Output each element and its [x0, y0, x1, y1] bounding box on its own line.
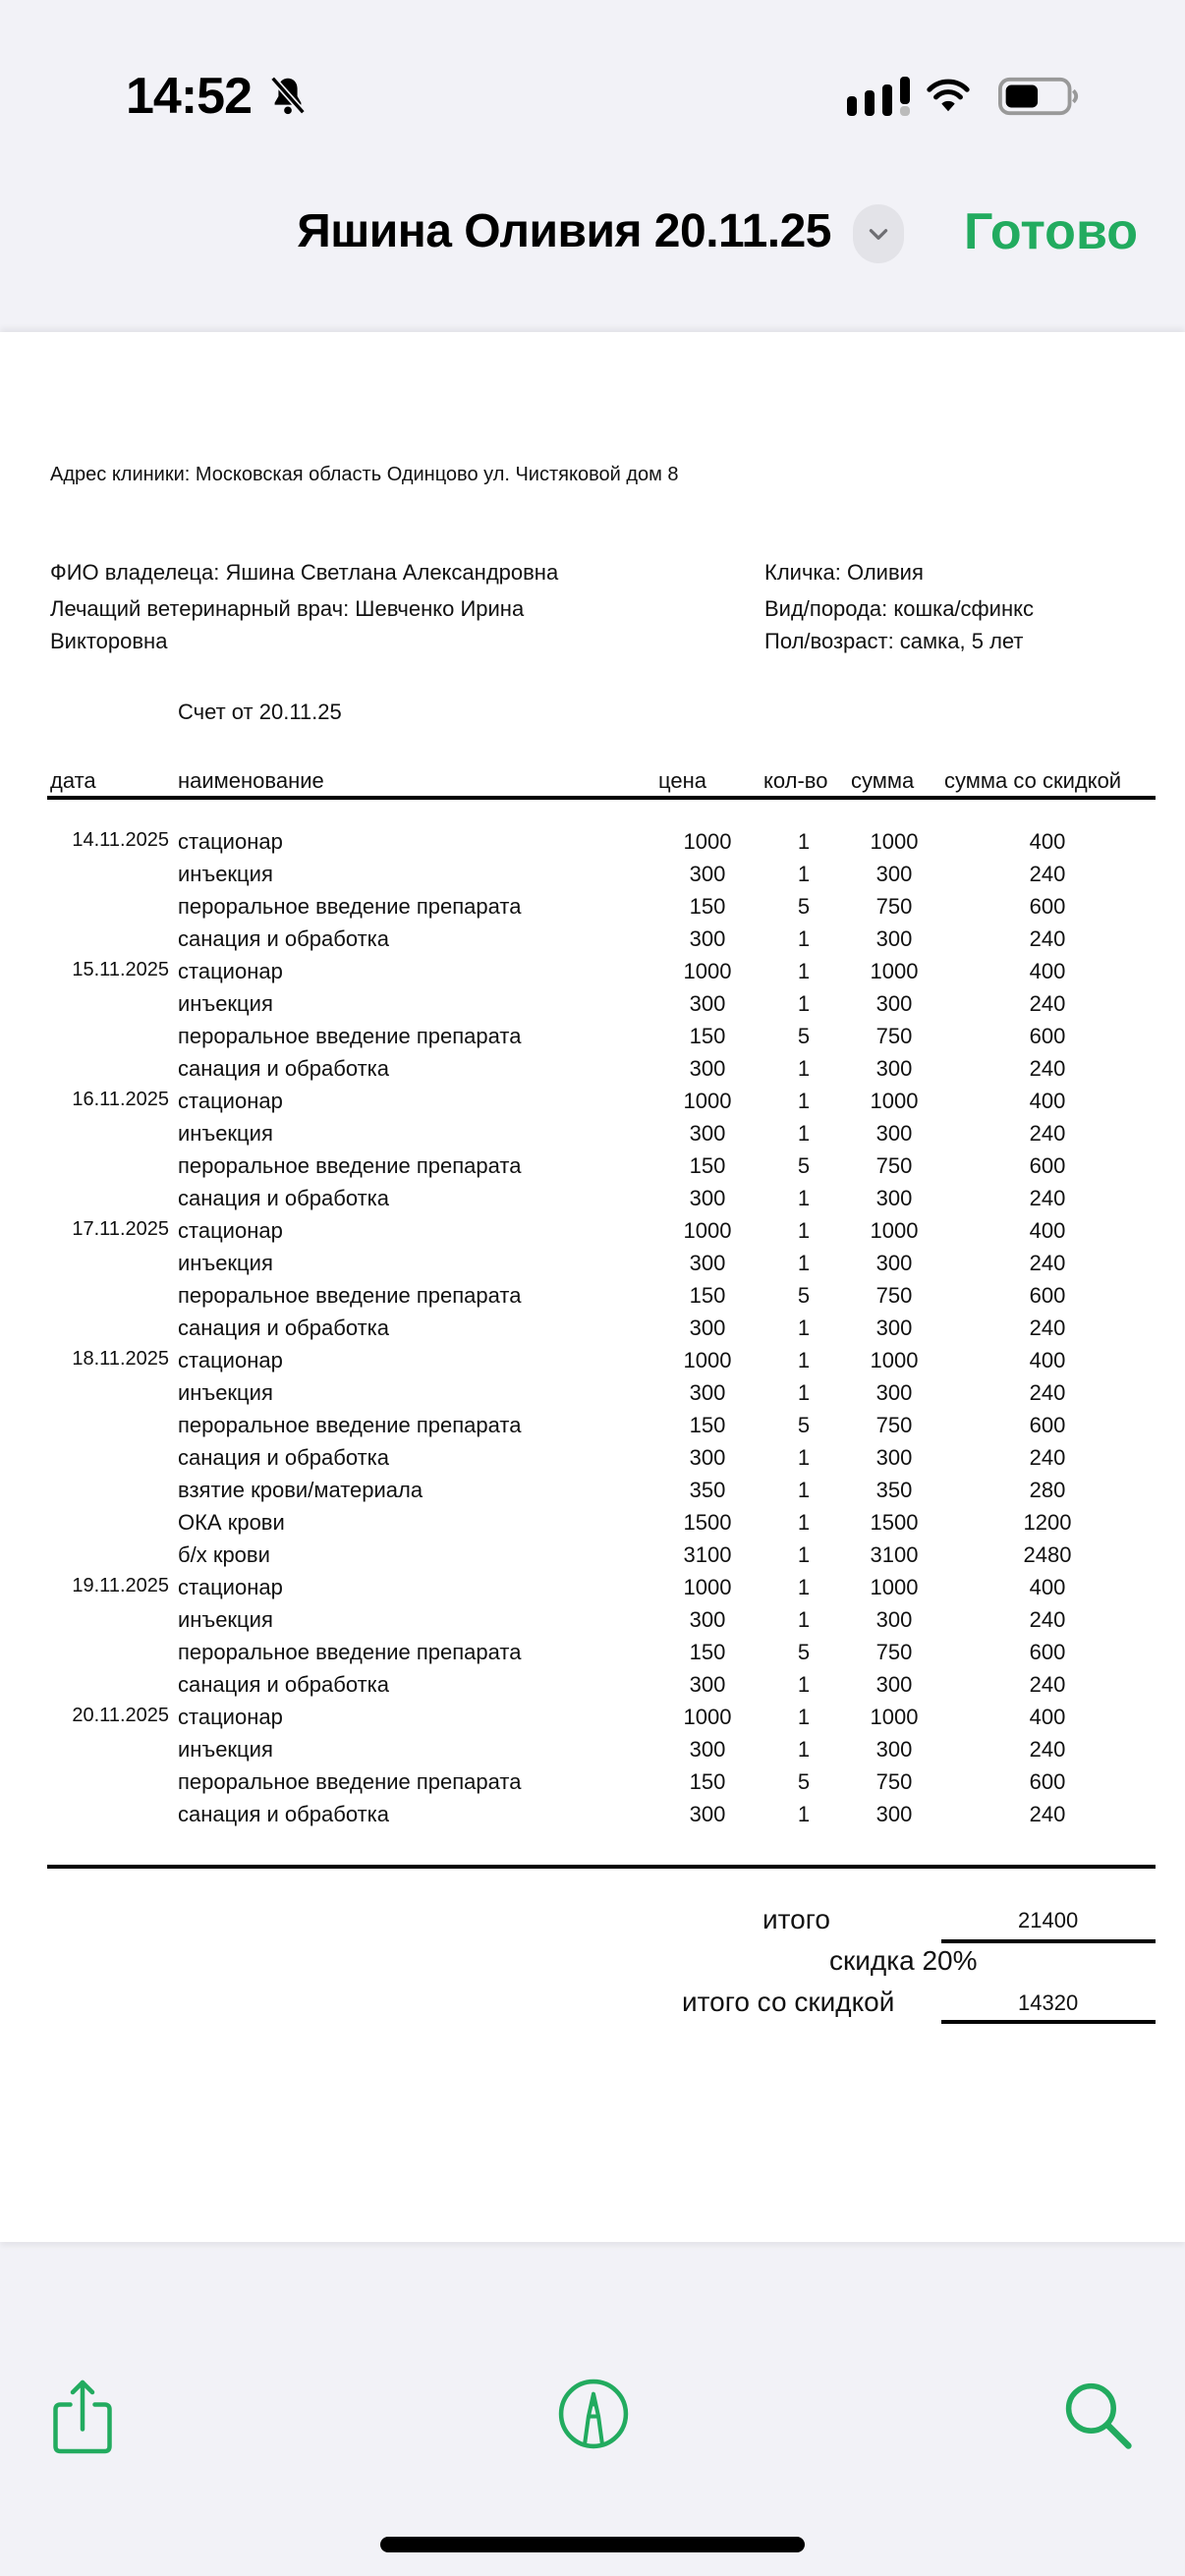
row-date: 15.11.2025 [72, 959, 169, 980]
row-qty: 1 [797, 1251, 811, 1275]
row-qty: 1 [797, 1186, 811, 1210]
row-discount-sum: 280 [1029, 1478, 1066, 1502]
status-time: 14:52 [126, 68, 252, 125]
row-sum: 1000 [870, 1218, 919, 1243]
row-price: 300 [689, 1737, 726, 1762]
row-price: 1000 [683, 1348, 732, 1372]
row-qty: 1 [797, 1542, 811, 1567]
row-qty: 1 [797, 926, 811, 951]
column-header-price: цена [658, 768, 706, 793]
row-discount-sum: 240 [1029, 1056, 1066, 1081]
row-discount-sum: 2480 [1023, 1542, 1072, 1567]
row-service-name: инъекция [178, 1121, 273, 1146]
row-sum: 300 [875, 991, 913, 1016]
row-price: 300 [689, 1121, 726, 1146]
table-row [0, 1672, 1185, 1705]
row-date: 16.11.2025 [72, 1089, 169, 1110]
row-discount-sum: 240 [1029, 862, 1066, 886]
row-service-name: пероральное введение препарата [178, 894, 522, 919]
row-price: 150 [689, 1024, 726, 1048]
pet-sex-age: Пол/возраст: самка, 5 лет [764, 629, 1024, 653]
row-discount-sum: 600 [1029, 1413, 1066, 1437]
row-qty: 1 [797, 1607, 811, 1632]
row-price: 150 [689, 1153, 726, 1178]
row-qty: 1 [797, 1089, 811, 1113]
row-qty: 1 [797, 1121, 811, 1146]
row-service-name: пероральное введение препарата [178, 1153, 522, 1178]
cellular-signal-icon [847, 77, 910, 116]
row-service-name: б/х крови [178, 1542, 270, 1567]
row-qty: 1 [797, 1348, 811, 1372]
row-price: 300 [689, 1056, 726, 1081]
row-price: 300 [689, 1802, 726, 1826]
row-price: 1000 [683, 1575, 732, 1599]
row-price: 300 [689, 862, 726, 886]
table-row [0, 1348, 1185, 1380]
clinic-address: Адрес клиники: Московская область Одинцово ул. Чистяковой дом 8 [50, 464, 679, 485]
table-row [0, 1413, 1185, 1445]
table-row [0, 1024, 1185, 1056]
row-discount-sum: 400 [1029, 1705, 1066, 1729]
row-sum: 1000 [870, 829, 919, 854]
total-with-discount-value: 14320 [1018, 1990, 1079, 2015]
row-discount-sum: 240 [1029, 1251, 1066, 1275]
bottom-toolbar [0, 2338, 1185, 2495]
row-sum: 750 [875, 1153, 913, 1178]
table-row [0, 1705, 1185, 1737]
bell-slash-icon [265, 73, 310, 118]
row-sum: 300 [875, 1737, 913, 1762]
row-discount-sum: 240 [1029, 926, 1066, 951]
chevron-down-icon [866, 221, 891, 247]
row-service-name: взятие крови/материала [178, 1478, 423, 1502]
row-price: 300 [689, 1251, 726, 1275]
table-row [0, 1056, 1185, 1089]
pet-breed: Вид/порода: кошка/сфинкс [764, 596, 1034, 621]
row-service-name: стационар [178, 1218, 283, 1243]
row-service-name: санация и обработка [178, 1802, 390, 1826]
table-row [0, 829, 1185, 862]
row-service-name: пероральное введение препарата [178, 1024, 522, 1048]
row-date: 18.11.2025 [72, 1348, 169, 1370]
row-sum: 300 [875, 1316, 913, 1340]
row-discount-sum: 400 [1029, 959, 1066, 983]
row-price: 1000 [683, 1705, 732, 1729]
row-discount-sum: 240 [1029, 1121, 1066, 1146]
row-price: 150 [689, 1640, 726, 1664]
row-service-name: санация и обработка [178, 1316, 390, 1340]
row-sum: 750 [875, 1769, 913, 1794]
row-qty: 1 [797, 1672, 811, 1697]
row-price: 150 [689, 1769, 726, 1794]
row-qty: 1 [797, 1510, 811, 1535]
column-header-qty: кол-во [763, 768, 828, 793]
search-icon [1061, 2379, 1136, 2453]
row-sum: 1500 [870, 1510, 919, 1535]
table-row [0, 1121, 1185, 1153]
row-price: 350 [689, 1478, 726, 1502]
table-row [0, 1186, 1185, 1218]
table-row [0, 1251, 1185, 1283]
row-sum: 750 [875, 1024, 913, 1048]
row-sum: 300 [875, 1251, 913, 1275]
row-service-name: санация и обработка [178, 1056, 390, 1081]
row-sum: 300 [875, 1056, 913, 1081]
row-qty: 1 [797, 1445, 811, 1470]
row-discount-sum: 600 [1029, 1769, 1066, 1794]
row-price: 1000 [683, 1089, 732, 1113]
row-date: 17.11.2025 [72, 1218, 169, 1240]
row-qty: 5 [797, 1153, 811, 1178]
row-sum: 300 [875, 1445, 913, 1470]
row-discount-sum: 240 [1029, 1316, 1066, 1340]
row-price: 300 [689, 926, 726, 951]
pet-name: Кличка: Оливия [764, 560, 924, 585]
table-row [0, 1316, 1185, 1348]
row-date: 14.11.2025 [72, 829, 169, 851]
row-sum: 300 [875, 1672, 913, 1697]
row-qty: 1 [797, 1316, 811, 1340]
row-discount-sum: 600 [1029, 1153, 1066, 1178]
row-service-name: пероральное введение препарата [178, 1413, 522, 1437]
row-service-name: инъекция [178, 862, 273, 886]
row-service-name: стационар [178, 959, 283, 983]
row-service-name: пероральное введение препарата [178, 1640, 522, 1664]
row-service-name: инъекция [178, 1737, 273, 1762]
table-row [0, 1737, 1185, 1769]
share-icon [48, 2378, 117, 2456]
table-row [0, 959, 1185, 991]
table-row [0, 1607, 1185, 1640]
owner-name: ФИО владелеца: Яшина Светлана Александровна [50, 560, 559, 585]
row-service-name: пероральное введение препарата [178, 1283, 522, 1308]
row-discount-sum: 240 [1029, 1186, 1066, 1210]
row-service-name: ОКА крови [178, 1510, 285, 1535]
row-sum: 750 [875, 1413, 913, 1437]
row-sum: 300 [875, 862, 913, 886]
document-page[interactable] [0, 332, 1185, 2242]
invoice-title: Счет от 20.11.25 [178, 700, 342, 724]
row-discount-sum: 400 [1029, 1218, 1066, 1243]
done-button[interactable]: Готово [964, 203, 1138, 260]
row-qty: 1 [797, 1478, 811, 1502]
row-sum: 350 [875, 1478, 913, 1502]
home-indicator[interactable] [380, 2537, 805, 2552]
row-price: 300 [689, 1380, 726, 1405]
row-discount-sum: 400 [1029, 1575, 1066, 1599]
row-sum: 300 [875, 1380, 913, 1405]
total-with-discount-underline [941, 2020, 1156, 2024]
row-service-name: санация и обработка [178, 1672, 390, 1697]
row-sum: 1000 [870, 1575, 919, 1599]
row-service-name: стационар [178, 1348, 283, 1372]
row-qty: 1 [797, 959, 811, 983]
table-row [0, 1510, 1185, 1542]
row-discount-sum: 1200 [1023, 1510, 1072, 1535]
column-header-name: наименование [178, 768, 324, 793]
row-sum: 3100 [870, 1542, 919, 1567]
row-price: 3100 [683, 1542, 732, 1567]
row-price: 300 [689, 1445, 726, 1470]
row-service-name: стационар [178, 829, 283, 854]
row-price: 300 [689, 1316, 726, 1340]
row-discount-sum: 240 [1029, 1607, 1066, 1632]
row-discount-sum: 600 [1029, 1640, 1066, 1664]
row-sum: 750 [875, 1640, 913, 1664]
table-row [0, 1542, 1185, 1575]
table-row [0, 1218, 1185, 1251]
row-sum: 300 [875, 1121, 913, 1146]
markup-button[interactable] [554, 2376, 633, 2454]
wifi-icon [926, 75, 971, 114]
row-service-name: санация и обработка [178, 1186, 390, 1210]
row-sum: 300 [875, 1186, 913, 1210]
row-discount-sum: 240 [1029, 1672, 1066, 1697]
row-service-name: стационар [178, 1575, 283, 1599]
status-bar [0, 0, 1185, 177]
row-discount-sum: 240 [1029, 991, 1066, 1016]
row-service-name: инъекция [178, 1380, 273, 1405]
row-qty: 5 [797, 1413, 811, 1437]
table-row [0, 894, 1185, 926]
row-qty: 5 [797, 1769, 811, 1794]
row-discount-sum: 400 [1029, 1089, 1066, 1113]
row-qty: 1 [797, 1737, 811, 1762]
table-row [0, 1380, 1185, 1413]
row-qty: 5 [797, 1640, 811, 1664]
search-button[interactable] [1059, 2378, 1138, 2456]
row-date: 19.11.2025 [72, 1575, 169, 1596]
document-title[interactable]: Яшина Оливия 20.11.25 [297, 205, 831, 257]
row-service-name: стационар [178, 1089, 283, 1113]
header-divider [47, 796, 1156, 800]
row-sum: 750 [875, 894, 913, 919]
row-price: 1000 [683, 1218, 732, 1243]
row-discount-sum: 600 [1029, 894, 1066, 919]
row-date: 20.11.2025 [72, 1705, 169, 1726]
row-price: 150 [689, 1413, 726, 1437]
share-button[interactable] [43, 2378, 122, 2456]
row-price: 300 [689, 991, 726, 1016]
row-qty: 5 [797, 1024, 811, 1048]
row-discount-sum: 240 [1029, 1737, 1066, 1762]
table-row [0, 1478, 1185, 1510]
table-row [0, 862, 1185, 894]
row-price: 300 [689, 1186, 726, 1210]
row-service-name: инъекция [178, 1251, 273, 1275]
row-service-name: инъекция [178, 1607, 273, 1632]
row-qty: 1 [797, 991, 811, 1016]
table-row [0, 1283, 1185, 1316]
row-sum: 1000 [870, 959, 919, 983]
total-label: итого [762, 1904, 830, 1934]
row-qty: 1 [797, 829, 811, 854]
table-row [0, 1153, 1185, 1186]
table-row [0, 991, 1185, 1024]
row-qty: 1 [797, 1380, 811, 1405]
table-row [0, 1640, 1185, 1672]
total-value: 21400 [1018, 1908, 1079, 1932]
row-price: 150 [689, 894, 726, 919]
row-sum: 1000 [870, 1705, 919, 1729]
row-qty: 1 [797, 862, 811, 886]
row-discount-sum: 600 [1029, 1283, 1066, 1308]
row-price: 1000 [683, 959, 732, 983]
row-sum: 300 [875, 1607, 913, 1632]
invoice-table-body [0, 829, 1185, 1834]
row-qty: 1 [797, 1056, 811, 1081]
row-qty: 1 [797, 1575, 811, 1599]
row-discount-sum: 400 [1029, 1348, 1066, 1372]
row-price: 1500 [683, 1510, 732, 1535]
row-qty: 5 [797, 894, 811, 919]
row-discount-sum: 400 [1029, 829, 1066, 854]
table-row [0, 1769, 1185, 1802]
table-row [0, 1802, 1185, 1834]
doctor-name: Лечащий ветеринарный врач: Шевченко Ирина [50, 596, 525, 621]
battery-icon [998, 77, 1081, 116]
row-sum: 1000 [870, 1089, 919, 1113]
row-price: 300 [689, 1607, 726, 1632]
doctor-name-cont: Викторовна [50, 629, 168, 653]
row-service-name: инъекция [178, 991, 273, 1016]
row-price: 150 [689, 1283, 726, 1308]
total-with-discount-label: итого со скидкой [682, 1987, 895, 2017]
row-discount-sum: 240 [1029, 1445, 1066, 1470]
row-qty: 1 [797, 1218, 811, 1243]
row-service-name: санация и обработка [178, 926, 390, 951]
row-sum: 1000 [870, 1348, 919, 1372]
column-header-discount-sum: сумма со скидкой [944, 768, 1122, 793]
row-service-name: санация и обработка [178, 1445, 390, 1470]
column-header-sum: сумма [851, 768, 915, 793]
table-row [0, 1445, 1185, 1478]
table-row [0, 1575, 1185, 1607]
row-price: 300 [689, 1672, 726, 1697]
table-row [0, 1089, 1185, 1121]
row-sum: 300 [875, 926, 913, 951]
row-qty: 5 [797, 1283, 811, 1308]
row-qty: 1 [797, 1705, 811, 1729]
row-service-name: стационар [178, 1705, 283, 1729]
row-price: 1000 [683, 829, 732, 854]
title-menu-button[interactable] [853, 204, 904, 263]
row-sum: 750 [875, 1283, 913, 1308]
table-row [0, 926, 1185, 959]
row-discount-sum: 240 [1029, 1802, 1066, 1826]
table-bottom-divider [47, 1865, 1156, 1869]
row-discount-sum: 240 [1029, 1380, 1066, 1405]
row-service-name: пероральное введение препарата [178, 1769, 522, 1794]
total-underline [941, 1939, 1156, 1943]
nav-bar [0, 187, 1185, 285]
markup-pen-icon [556, 2377, 631, 2451]
row-sum: 300 [875, 1802, 913, 1826]
column-header-date: дата [50, 768, 96, 793]
row-qty: 1 [797, 1802, 811, 1826]
row-discount-sum: 600 [1029, 1024, 1066, 1048]
discount-label: скидка 20% [829, 1945, 978, 1976]
